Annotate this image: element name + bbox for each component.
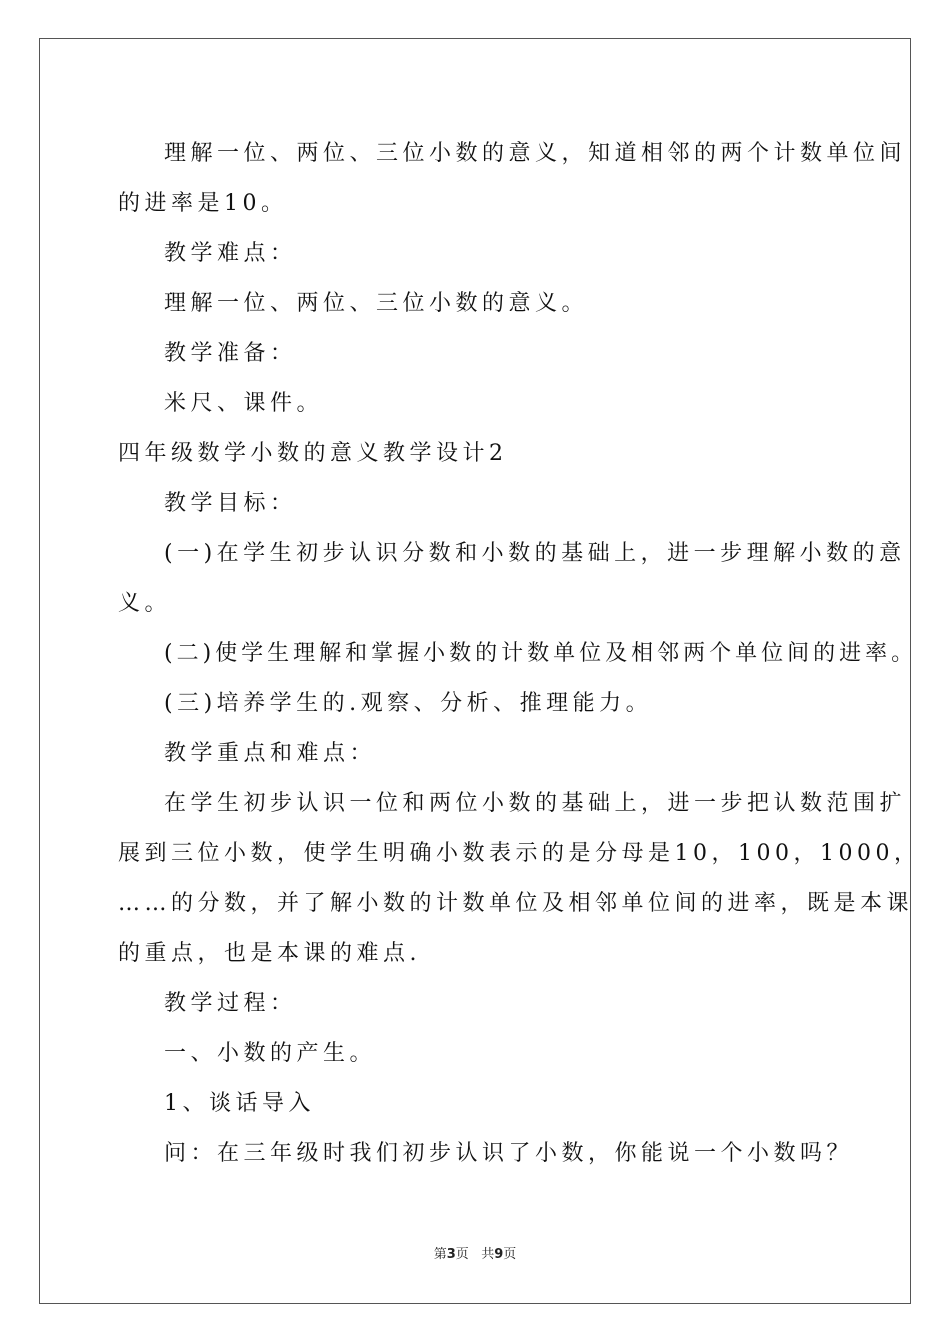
- paragraph-line: (二)使学生理解和掌握小数的计数单位及相邻两个单位间的进率。: [164, 641, 918, 666]
- section-heading: 教学目标：: [164, 491, 297, 516]
- total-pages: 9: [494, 1247, 504, 1262]
- paragraph-line: (一)在学生初步认识分数和小数的基础上，进一步理解小数的意: [164, 541, 906, 566]
- total-suffix: 页: [503, 1247, 517, 1262]
- paragraph-line: 米尺、课件。: [164, 391, 324, 416]
- document-title: 四年级数学小数的意义教学设计2: [118, 441, 508, 466]
- paragraph-line: (三)培养学生的.观察、分析、推理能力。: [164, 691, 653, 716]
- section-heading: 教学难点：: [164, 241, 297, 266]
- paragraph-line: 展到三位小数，使学生明确小数表示的是分母是10，100，1000，: [118, 841, 921, 866]
- paragraph-line: 的进率是10。: [118, 191, 288, 216]
- page-number: 3: [446, 1247, 456, 1262]
- total-prefix: 共: [481, 1247, 495, 1262]
- paragraph-line: 的重点，也是本课的难点.: [118, 941, 421, 966]
- paragraph-line: ……的分数，并了解小数的计数单位及相邻单位间的进率，既是本课: [118, 891, 914, 916]
- paragraph-line: 理解一位、两位、三位小数的意义。: [164, 291, 589, 316]
- page-prefix: 第: [433, 1247, 447, 1262]
- paragraph-line: 理解一位、两位、三位小数的意义，知道相邻的两个计数单位间: [164, 141, 907, 166]
- section-heading: 教学过程：: [164, 991, 297, 1016]
- section-heading: 教学准备：: [164, 341, 297, 366]
- section-heading: 教学重点和难点：: [164, 741, 377, 766]
- page-footer: [0, 1243, 950, 1262]
- paragraph-line: 义。: [118, 591, 172, 616]
- paragraph-line: 一、小数的产生。: [164, 1041, 377, 1066]
- paragraph-line: 在学生初步认识一位和两位小数的基础上，进一步把认数范围扩: [164, 791, 907, 816]
- page-suffix: 页: [455, 1247, 469, 1262]
- paragraph-line: 1、谈话导入: [164, 1091, 315, 1116]
- paragraph-line: 问：在三年级时我们初步认识了小数，你能说一个小数吗？: [164, 1141, 854, 1166]
